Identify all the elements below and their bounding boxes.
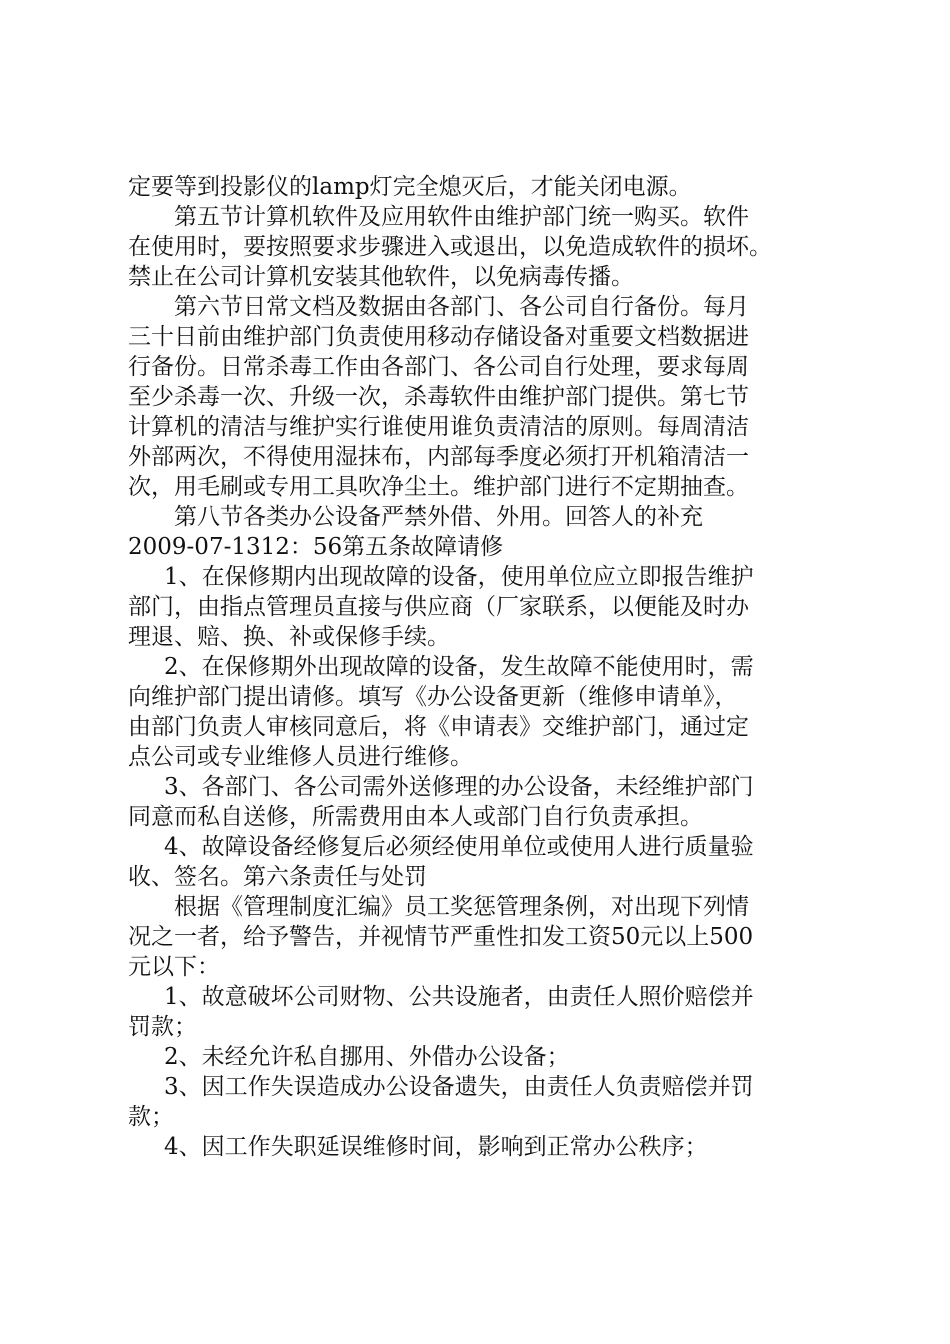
text-line: 4、因工作失职延误维修时间，影响到正常办公秩序； <box>164 1134 708 1160</box>
paragraph-p11 <box>128 1042 830 1072</box>
text-line: 点公司或专业维修人员进行维修。 <box>128 744 473 770</box>
text-line: 次，用毛刷或专用工具吹净尘土。维护部门进行不定期抽查。 <box>128 474 749 500</box>
paragraph-p13 <box>128 1132 830 1162</box>
paragraph-p3 <box>128 292 830 502</box>
text-line: 同意而私自送修，所需费用由本人或部门自行负责承担。 <box>128 804 703 830</box>
text-line: 第五节计算机软件及应用软件由维护部门统一购买。软件 <box>174 204 749 230</box>
paragraph-p8 <box>128 832 830 892</box>
text-line: 在使用时，要按照要求步骤进入或退出，以免造成软件的损坏。 <box>128 234 772 260</box>
text-line: 部门，由指点管理员直接与供应商（厂家联系，以便能及时办 <box>128 594 749 620</box>
text-line: 况之一者，给予警告，并视情节严重性扣发工资50元以上500 <box>128 924 754 950</box>
text-line: 收、签名。第六条责任与处罚 <box>128 864 427 890</box>
text-line: 元以下： <box>128 954 220 980</box>
paragraph-p9 <box>128 892 830 982</box>
text-line: 1、在保修期内出现故障的设备，使用单位应立即报告维护 <box>164 564 754 590</box>
text-line: 根据《管理制度汇编》员工奖惩管理条例，对出现下列情 <box>174 894 749 920</box>
text-line: 3、各部门、各公司需外送修理的办公设备，未经维护部门 <box>164 774 754 800</box>
paragraph-p4 <box>128 502 830 562</box>
text-line: 款； <box>128 1104 174 1130</box>
paragraph-p7 <box>128 772 830 832</box>
text-line: 1、故意破坏公司财物、公共设施者，由责任人照价赔偿并 <box>164 984 754 1010</box>
text-line: 第八节各类办公设备严禁外借、外用。回答人的补充 <box>174 504 703 530</box>
text-line: 2、未经允许私自挪用、外借办公设备； <box>164 1044 570 1070</box>
text-line: 三十日前由维护部门负责使用移动存储设备对重要文档数据进 <box>128 324 749 350</box>
text-line: 外部两次，不得使用湿抹布，内部每季度必须打开机箱清洁一 <box>128 444 749 470</box>
paragraph-p10 <box>128 982 830 1042</box>
text-line: 3、因工作失误造成办公设备遗失，由责任人负责赔偿并罚 <box>164 1074 754 1100</box>
text-line: 2009-07-1312：56第五条故障请修 <box>128 534 504 560</box>
text-line: 2、在保修期外出现故障的设备，发生故障不能使用时，需 <box>164 654 754 680</box>
text-line: 理退、赔、换、补或保修手续。 <box>128 624 450 650</box>
paragraph-p1 <box>128 172 830 202</box>
text-line: 计算机的清洁与维护实行谁使用谁负责清洁的原则。每周清洁 <box>128 414 749 440</box>
document-body <box>128 172 830 1162</box>
text-line: 至少杀毒一次、升级一次，杀毒软件由维护部门提供。第七节 <box>128 384 749 410</box>
paragraph-p6 <box>128 652 830 772</box>
text-line: 由部门负责人审核同意后，将《申请表》交维护部门，通过定 <box>128 714 749 740</box>
paragraph-p2 <box>128 202 830 292</box>
paragraph-p12 <box>128 1072 830 1132</box>
paragraph-p5 <box>128 562 830 652</box>
text-line: 罚款； <box>128 1014 197 1040</box>
text-line: 行备份。日常杀毒工作由各部门、各公司自行处理，要求每周 <box>128 354 749 380</box>
text-line: 向维护部门提出请修。填写《办公设备更新（维修申请单》， <box>128 684 738 710</box>
text-line: 第六节日常文档及数据由各部门、各公司自行备份。每月 <box>174 294 749 320</box>
text-line: 4、故障设备经修复后必须经使用单位或使用人进行质量验 <box>164 834 754 860</box>
text-line: 定要等到投影仪的lamp灯完全熄灭后，才能关闭电源。 <box>128 174 692 200</box>
text-line: 禁止在公司计算机安装其他软件，以免病毒传播。 <box>128 264 634 290</box>
